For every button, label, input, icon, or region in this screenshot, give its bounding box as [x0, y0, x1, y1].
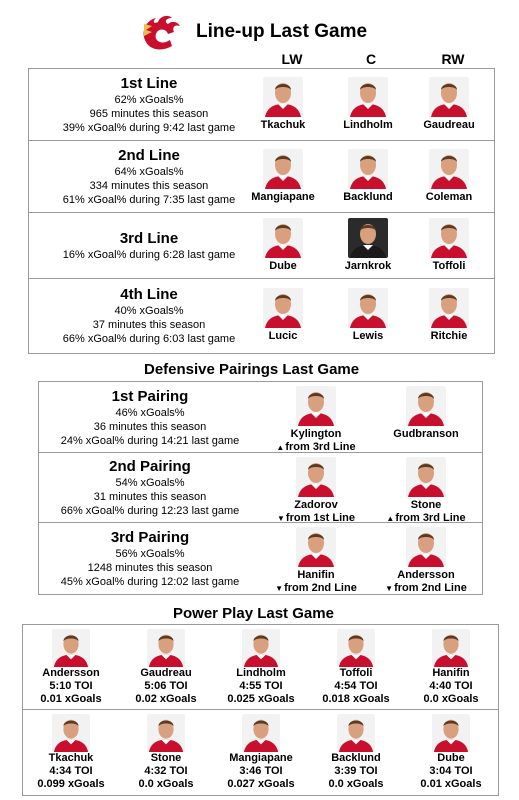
- line-stat: 66% xGoal% during 6:03 last game: [62, 333, 236, 345]
- player-name: Lucic: [268, 330, 298, 342]
- forward-lines-table: [28, 68, 495, 354]
- player-name: Backlund: [343, 191, 393, 203]
- player-card[interactable]: [381, 386, 471, 441]
- line-change-label: from 2nd Line: [394, 582, 467, 594]
- player-photo: [242, 714, 280, 752]
- arrow-down-icon: ▼: [385, 584, 394, 593]
- line-title: 3rd Line: [119, 230, 179, 247]
- player-card[interactable]: [238, 218, 328, 273]
- line-stat: 965 minutes this season: [89, 108, 209, 120]
- line-info: [29, 147, 269, 207]
- player-photo: [263, 77, 303, 117]
- pairing-title: 3rd Pairing: [110, 529, 190, 546]
- player-photo: [263, 218, 303, 258]
- pp-player-card[interactable]: [118, 629, 214, 706]
- player-name: Tkachuk: [260, 119, 306, 131]
- player-card[interactable]: [323, 288, 413, 343]
- player-card[interactable]: [238, 288, 328, 343]
- line-change-note: [271, 582, 361, 595]
- col-header-c: C: [365, 51, 377, 67]
- player-name: Lewis: [352, 330, 384, 342]
- player-name: Toffoli: [432, 260, 466, 272]
- player-name: Gaudreau: [423, 119, 475, 131]
- player-toi: 4:34 TOI: [49, 765, 93, 777]
- player-card[interactable]: [323, 218, 413, 273]
- player-toi: 3:39 TOI: [334, 765, 378, 777]
- forward-line-row: [29, 69, 494, 141]
- pp-player-card[interactable]: [213, 629, 309, 706]
- pairing-info: [39, 458, 261, 518]
- player-name: Zadorov: [294, 499, 338, 511]
- col-header-lw: LW: [281, 51, 303, 67]
- player-name: Ritchie: [430, 330, 468, 342]
- line-title: 4th Line: [120, 286, 178, 303]
- player-name: Lindholm: [236, 667, 286, 679]
- pairing-stat: 1248 minutes this season: [87, 562, 213, 574]
- player-xgoals: 0.0 xGoals: [328, 778, 384, 790]
- forward-line-row: [29, 141, 494, 213]
- player-photo: [429, 77, 469, 117]
- powerplay-row: [23, 625, 498, 710]
- line-stat: 62% xGoals%: [114, 94, 184, 106]
- player-name: Toffoli: [339, 667, 373, 679]
- player-card[interactable]: [271, 457, 361, 525]
- player-photo: [296, 457, 336, 497]
- player-photo: [406, 386, 446, 426]
- player-card[interactable]: [238, 77, 328, 132]
- player-photo: [429, 288, 469, 328]
- line-stat: 16% xGoal% during 6:28 last game: [62, 249, 236, 261]
- player-name: Andersson: [397, 569, 455, 581]
- player-photo: [147, 714, 185, 752]
- player-name: Tkachuk: [48, 752, 94, 764]
- player-xgoals: 0.01 xGoals: [420, 778, 482, 790]
- player-photo: [296, 386, 336, 426]
- player-photo: [432, 714, 470, 752]
- player-toi: 4:55 TOI: [239, 680, 283, 692]
- pp-player-card[interactable]: [308, 714, 404, 791]
- player-card[interactable]: [381, 527, 471, 595]
- player-card[interactable]: [404, 77, 494, 132]
- line-info: [29, 75, 269, 135]
- player-card[interactable]: [238, 149, 328, 204]
- pairing-stat: 46% xGoals%: [115, 407, 185, 419]
- player-toi: 4:32 TOI: [144, 765, 188, 777]
- arrow-up-icon: ▲: [386, 514, 395, 523]
- line-change-label: from 3rd Line: [395, 512, 466, 524]
- player-name: Kylington: [290, 428, 342, 440]
- pairing-row: [39, 382, 482, 453]
- player-name: Backlund: [331, 752, 381, 764]
- player-xgoals: 0.018 xGoals: [322, 693, 390, 705]
- pp-player-card[interactable]: [23, 714, 119, 791]
- pp-player-card[interactable]: [23, 629, 119, 706]
- player-xgoals: 0.027 xGoals: [227, 778, 295, 790]
- player-toi: 4:54 TOI: [334, 680, 378, 692]
- line-info: [29, 286, 269, 346]
- player-toi: 5:10 TOI: [49, 680, 93, 692]
- player-name: Gaudreau: [140, 667, 192, 679]
- line-title: 2nd Line: [118, 147, 180, 164]
- player-photo: [263, 149, 303, 189]
- pairing-stat: 24% xGoal% during 14:21 last game: [60, 435, 240, 447]
- pairing-info: [39, 388, 261, 448]
- player-photo: [429, 218, 469, 258]
- player-photo: [263, 288, 303, 328]
- forward-line-row: [29, 213, 494, 279]
- line-change-label: from 1st Line: [285, 512, 355, 524]
- player-name: Lindholm: [343, 119, 393, 131]
- arrow-down-icon: ▼: [275, 584, 284, 593]
- player-xgoals: 0.0 xGoals: [138, 778, 194, 790]
- player-xgoals: 0.02 xGoals: [135, 693, 197, 705]
- player-photo: [296, 527, 336, 567]
- player-toi: 3:46 TOI: [239, 765, 283, 777]
- line-stat: 334 minutes this season: [89, 180, 209, 192]
- player-card[interactable]: [381, 457, 471, 525]
- line-stat: 40% xGoals%: [114, 305, 184, 317]
- line-title: 1st Line: [120, 75, 178, 92]
- line-stat: 39% xGoal% during 9:42 last game: [62, 122, 236, 134]
- player-name: Mangiapane: [229, 752, 293, 764]
- arrow-up-icon: ▲: [276, 443, 285, 452]
- line-stat: 61% xGoal% during 7:35 last game: [62, 194, 236, 206]
- pp-player-card[interactable]: [213, 714, 309, 791]
- line-change-label: from 2nd Line: [284, 582, 357, 594]
- player-photo: [348, 288, 388, 328]
- player-toi: 4:40 TOI: [429, 680, 473, 692]
- pp-player-card[interactable]: [308, 629, 404, 706]
- pairing-title: 2nd Pairing: [109, 458, 191, 475]
- pp-player-card[interactable]: [118, 714, 214, 791]
- player-photo: [337, 714, 375, 752]
- player-xgoals: 0.0 xGoals: [423, 693, 479, 705]
- player-card[interactable]: [404, 218, 494, 273]
- player-card[interactable]: [404, 288, 494, 343]
- player-name: Jarnkrok: [344, 260, 392, 272]
- powerplay-row: [23, 710, 498, 796]
- line-change-label: from 3rd Line: [285, 441, 356, 453]
- team-logo-icon: [138, 12, 184, 52]
- player-photo: [52, 629, 90, 667]
- player-name: Coleman: [425, 191, 473, 203]
- player-name: Dube: [269, 260, 297, 272]
- player-card[interactable]: [323, 77, 413, 132]
- player-photo: [52, 714, 90, 752]
- line-change-note: [381, 582, 471, 595]
- pairing-stat: 31 minutes this season: [93, 491, 207, 503]
- pp-player-card[interactable]: [403, 629, 499, 706]
- player-photo: [348, 149, 388, 189]
- pairing-title: 1st Pairing: [111, 388, 189, 405]
- pp-player-card[interactable]: [403, 714, 499, 791]
- player-photo: [242, 629, 280, 667]
- player-card[interactable]: [404, 149, 494, 204]
- player-photo: [348, 218, 388, 258]
- player-name: Mangiapane: [251, 191, 315, 203]
- powerplay-section-title: Power Play Last Game: [173, 605, 334, 622]
- pairing-row: [39, 453, 482, 523]
- line-stat: 37 minutes this season: [92, 319, 206, 331]
- player-toi: 3:04 TOI: [429, 765, 473, 777]
- player-name: Gudbranson: [393, 428, 459, 440]
- line-stat: 64% xGoals%: [114, 166, 184, 178]
- pairing-stat: 36 minutes this season: [93, 421, 207, 433]
- pairing-info: [39, 529, 261, 589]
- player-photo: [432, 629, 470, 667]
- player-xgoals: 0.099 xGoals: [37, 778, 105, 790]
- pairing-stat: 56% xGoals%: [115, 548, 185, 560]
- player-photo: [147, 629, 185, 667]
- player-name: Hanifin: [297, 569, 335, 581]
- player-name: Stone: [410, 499, 442, 511]
- header: [0, 8, 519, 54]
- player-card[interactable]: [271, 527, 361, 595]
- pairing-row: [39, 523, 482, 595]
- player-name: Dube: [437, 752, 465, 764]
- pairing-stat: 66% xGoal% during 12:23 last game: [60, 505, 240, 517]
- arrow-down-icon: ▼: [277, 514, 285, 523]
- line-info: [29, 230, 269, 262]
- player-name: Hanifin: [432, 667, 470, 679]
- defense-section-title: Defensive Pairings Last Game: [144, 361, 360, 378]
- player-card[interactable]: [271, 386, 361, 454]
- forward-line-row: [29, 279, 494, 353]
- page-title: Line-up Last Game: [196, 21, 368, 42]
- player-xgoals: 0.01 xGoals: [40, 693, 102, 705]
- player-photo: [429, 149, 469, 189]
- player-photo: [337, 629, 375, 667]
- col-header-rw: RW: [441, 51, 465, 67]
- player-name: Stone: [150, 752, 182, 764]
- player-photo: [348, 77, 388, 117]
- player-photo: [406, 527, 446, 567]
- defensive-pairings-table: [38, 381, 483, 595]
- player-name: Andersson: [42, 667, 100, 679]
- player-card[interactable]: [323, 149, 413, 204]
- pairing-stat: 45% xGoal% during 12:02 last game: [60, 576, 240, 588]
- pairing-stat: 54% xGoals%: [115, 477, 185, 489]
- powerplay-table: [22, 624, 499, 796]
- player-xgoals: 0.025 xGoals: [227, 693, 295, 705]
- player-photo: [406, 457, 446, 497]
- player-toi: 5:06 TOI: [144, 680, 188, 692]
